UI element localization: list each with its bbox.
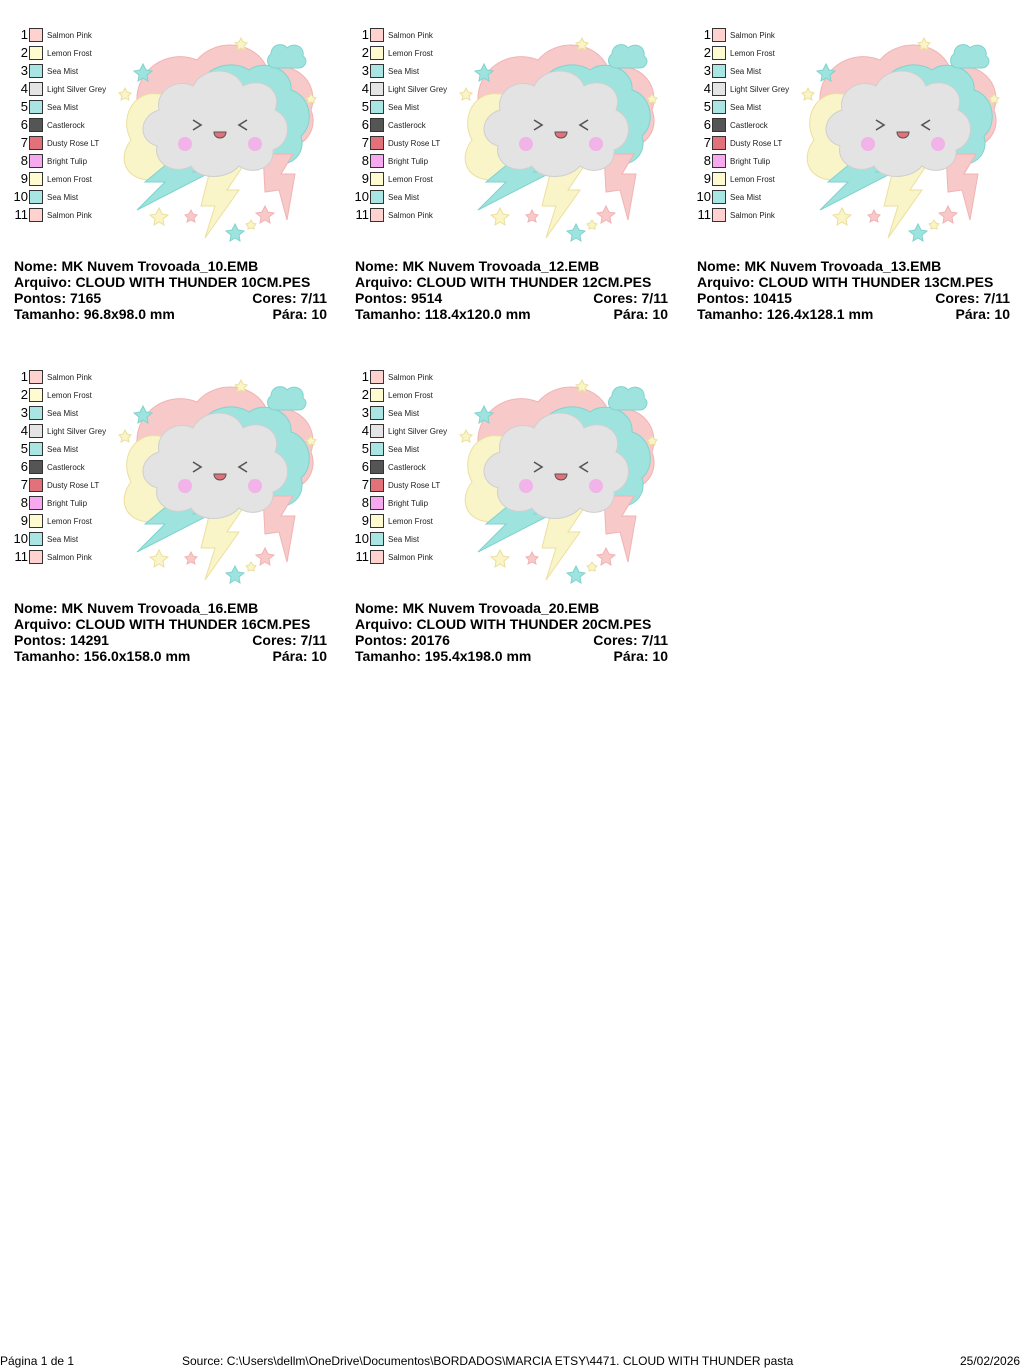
design-card [341, 342, 671, 662]
palette-number: 11 [14, 549, 28, 564]
color-swatch [29, 190, 43, 204]
thread-name: Sea Mist [388, 444, 420, 454]
thread-name: Bright Tulip [388, 498, 429, 508]
thread-name: Sea Mist [730, 66, 762, 76]
color-swatch [29, 46, 43, 60]
thread-name: Sea Mist [388, 102, 420, 112]
palette-number: 11 [14, 207, 28, 222]
thread-name: Lemon Frost [47, 516, 92, 526]
thread-name: Lemon Frost [47, 390, 92, 400]
palette-number: 9 [703, 171, 711, 186]
stitch-count: Pontos: 14291 [14, 632, 109, 648]
color-swatch [29, 424, 43, 438]
palette-number: 3 [361, 63, 369, 78]
design-name: Nome: MK Nuvem Trovoada_12.EMB [355, 258, 600, 274]
color-swatch [29, 154, 43, 168]
palette-number: 4 [20, 81, 28, 96]
stitch-count: Pontos: 7165 [14, 290, 102, 306]
color-palette [347, 368, 457, 566]
color-swatch [712, 118, 726, 132]
color-swatch [29, 100, 43, 114]
thread-name: Sea Mist [47, 192, 79, 202]
palette-number: 9 [20, 513, 28, 528]
source-path: Source: C:\Users\dellm\OneDrive\Documentos\BORDADOS\MARCIA ETSY\4471. CLOUD WITH THUNDER pasta [182, 1354, 794, 1368]
palette-number: 5 [361, 441, 369, 456]
palette-row [347, 476, 457, 494]
palette-number: 10 [354, 531, 369, 546]
thread-name: Castlerock [730, 120, 768, 130]
color-swatch [29, 388, 43, 402]
thread-name: Lemon Frost [730, 174, 775, 184]
thread-name: Lemon Frost [388, 48, 433, 58]
print-date: 25/02/2026 [960, 1354, 1021, 1368]
face-right-cheek [931, 137, 945, 151]
palette-row [347, 44, 457, 62]
palette-number: 8 [361, 495, 369, 510]
color-swatch [712, 82, 726, 96]
color-swatch [370, 550, 384, 564]
embroidery-preview [115, 30, 325, 245]
face-right-cheek [248, 479, 262, 493]
color-swatch [370, 208, 384, 222]
stop-count: Pára: 10 [613, 648, 668, 664]
palette-row [6, 368, 116, 386]
thread-name: Salmon Pink [388, 372, 433, 382]
thread-name: Sea Mist [47, 102, 79, 112]
design-card [0, 0, 330, 320]
color-swatch [29, 496, 43, 510]
color-swatch [712, 46, 726, 60]
design-info [14, 258, 330, 322]
thread-name: Castlerock [47, 462, 85, 472]
palette-number: 5 [703, 99, 711, 114]
color-swatch [29, 64, 43, 78]
palette-row [689, 116, 799, 134]
color-swatch [712, 136, 726, 150]
design-card [683, 0, 1013, 320]
palette-row [347, 458, 457, 476]
palette-number: 2 [361, 45, 369, 60]
thread-name: Dusty Rose LT [47, 138, 100, 148]
palette-number: 5 [361, 99, 369, 114]
palette-number: 9 [361, 513, 369, 528]
color-swatch [370, 442, 384, 456]
palette-row [6, 476, 116, 494]
stitch-count: Pontos: 9514 [355, 290, 443, 306]
stop-count: Pára: 10 [272, 306, 327, 322]
design-file: Arquivo: CLOUD WITH THUNDER 12CM.PES [355, 274, 652, 290]
small-teal-cloud [268, 45, 306, 68]
palette-number: 3 [361, 405, 369, 420]
design-size: Tamanho: 96.8x98.0 mm [14, 306, 175, 322]
palette-row [6, 512, 116, 530]
palette-number: 11 [697, 207, 711, 222]
design-info [697, 258, 1013, 322]
embroidery-preview [456, 30, 666, 245]
color-palette [6, 368, 116, 566]
palette-row [6, 206, 116, 224]
color-swatch [29, 406, 43, 420]
color-swatch [370, 460, 384, 474]
color-swatch [370, 100, 384, 114]
palette-row [347, 98, 457, 116]
palette-number: 2 [703, 45, 711, 60]
palette-number: 4 [20, 423, 28, 438]
design-file: Arquivo: CLOUD WITH THUNDER 16CM.PES [14, 616, 311, 632]
palette-number: 11 [355, 549, 369, 564]
thread-name: Sea Mist [730, 192, 762, 202]
thread-name: Sea Mist [388, 192, 420, 202]
color-swatch [370, 424, 384, 438]
color-swatch [712, 208, 726, 222]
thread-name: Salmon Pink [47, 372, 92, 382]
palette-number: 7 [361, 477, 369, 492]
thread-name: Salmon Pink [47, 30, 92, 40]
thread-name: Bright Tulip [47, 156, 88, 166]
thread-name: Bright Tulip [388, 156, 429, 166]
thread-name: Dusty Rose LT [47, 480, 100, 490]
palette-number: 1 [20, 27, 28, 42]
color-count: Cores: 7/11 [593, 290, 668, 306]
palette-number: 8 [361, 153, 369, 168]
thread-name: Light Silver Grey [730, 84, 790, 94]
palette-row [689, 26, 799, 44]
stop-count: Pára: 10 [955, 306, 1010, 322]
embroidery-preview [798, 30, 1008, 245]
thread-name: Lemon Frost [388, 390, 433, 400]
color-swatch [29, 370, 43, 384]
palette-number: 10 [696, 189, 711, 204]
color-swatch [370, 136, 384, 150]
face-left-cheek [519, 479, 533, 493]
palette-row [347, 188, 457, 206]
palette-number: 6 [361, 117, 369, 132]
cloud-thunder-art [456, 372, 666, 587]
color-swatch [712, 154, 726, 168]
palette-row [347, 494, 457, 512]
thread-name: Dusty Rose LT [388, 480, 441, 490]
thread-name: Light Silver Grey [47, 84, 107, 94]
color-count: Cores: 7/11 [935, 290, 1010, 306]
palette-row [6, 530, 116, 548]
thread-name: Lemon Frost [730, 48, 775, 58]
color-swatch [370, 82, 384, 96]
stitch-count: Pontos: 10415 [697, 290, 792, 306]
thread-name: Lemon Frost [388, 174, 433, 184]
face-left-cheek [178, 479, 192, 493]
palette-number: 1 [703, 27, 711, 42]
palette-row [6, 404, 116, 422]
color-swatch [370, 478, 384, 492]
face-left-cheek [519, 137, 533, 151]
palette-row [347, 116, 457, 134]
thread-name: Sea Mist [47, 66, 79, 76]
palette-row [347, 422, 457, 440]
thread-name: Light Silver Grey [47, 426, 107, 436]
thread-name: Sea Mist [388, 408, 420, 418]
color-palette [689, 26, 799, 224]
palette-row [347, 152, 457, 170]
thread-name: Light Silver Grey [388, 84, 448, 94]
palette-row [347, 170, 457, 188]
design-size: Tamanho: 195.4x198.0 mm [355, 648, 532, 664]
design-name: Nome: MK Nuvem Trovoada_20.EMB [355, 600, 600, 616]
face-right-cheek [248, 137, 262, 151]
thread-name: Sea Mist [388, 66, 420, 76]
palette-number: 8 [20, 495, 28, 510]
palette-row [347, 386, 457, 404]
palette-row [347, 530, 457, 548]
palette-row [689, 152, 799, 170]
palette-number: 1 [361, 369, 369, 384]
palette-number: 11 [355, 207, 369, 222]
color-swatch [370, 172, 384, 186]
design-info [14, 600, 330, 664]
palette-row [347, 62, 457, 80]
thread-name: Salmon Pink [388, 30, 433, 40]
palette-number: 10 [13, 189, 28, 204]
palette-row [6, 458, 116, 476]
palette-number: 7 [20, 135, 28, 150]
thread-name: Sea Mist [47, 408, 79, 418]
color-swatch [370, 532, 384, 546]
thread-name: Lemon Frost [47, 174, 92, 184]
design-size: Tamanho: 118.4x120.0 mm [355, 306, 531, 322]
palette-number: 2 [20, 45, 28, 60]
color-swatch [29, 82, 43, 96]
color-swatch [712, 100, 726, 114]
palette-row [6, 134, 116, 152]
thread-name: Salmon Pink [730, 30, 775, 40]
embroidery-preview [115, 372, 325, 587]
design-file: Arquivo: CLOUD WITH THUNDER 13CM.PES [697, 274, 994, 290]
palette-row [6, 26, 116, 44]
color-swatch [370, 388, 384, 402]
face-left-cheek [861, 137, 875, 151]
color-swatch [29, 172, 43, 186]
thread-name: Dusty Rose LT [388, 138, 441, 148]
palette-row [6, 62, 116, 80]
color-swatch [29, 478, 43, 492]
thread-name: Sea Mist [730, 102, 762, 112]
palette-row [6, 548, 116, 566]
small-teal-cloud [609, 387, 647, 410]
thread-name: Salmon Pink [730, 210, 775, 220]
color-swatch [712, 190, 726, 204]
palette-row [6, 188, 116, 206]
color-swatch [370, 190, 384, 204]
palette-number: 8 [703, 153, 711, 168]
thread-name: Lemon Frost [47, 48, 92, 58]
color-swatch [370, 406, 384, 420]
thread-name: Lemon Frost [388, 516, 433, 526]
color-swatch [370, 28, 384, 42]
palette-number: 4 [361, 423, 369, 438]
palette-number: 3 [703, 63, 711, 78]
palette-row [689, 44, 799, 62]
face-left-cheek [178, 137, 192, 151]
color-swatch [370, 64, 384, 78]
palette-row [689, 98, 799, 116]
palette-number: 10 [354, 189, 369, 204]
design-card [0, 342, 330, 662]
color-swatch [370, 514, 384, 528]
thread-name: Bright Tulip [730, 156, 771, 166]
palette-row [6, 440, 116, 458]
palette-row [6, 98, 116, 116]
color-count: Cores: 7/11 [593, 632, 668, 648]
design-name: Nome: MK Nuvem Trovoada_13.EMB [697, 258, 942, 274]
color-palette [6, 26, 116, 224]
palette-number: 5 [20, 441, 28, 456]
palette-row [347, 134, 457, 152]
palette-number: 3 [20, 405, 28, 420]
thread-name: Castlerock [388, 462, 426, 472]
design-info [355, 600, 671, 664]
color-swatch [29, 136, 43, 150]
color-swatch [29, 28, 43, 42]
thread-name: Sea Mist [47, 534, 79, 544]
thread-name: Castlerock [388, 120, 426, 130]
thread-name: Salmon Pink [47, 210, 92, 220]
palette-row [347, 404, 457, 422]
page-number: Página 1 de 1 [0, 1354, 75, 1368]
thread-name: Sea Mist [47, 444, 79, 454]
palette-row [689, 170, 799, 188]
color-swatch [29, 208, 43, 222]
palette-number: 4 [703, 81, 711, 96]
palette-row [347, 548, 457, 566]
cloud-thunder-art [798, 30, 1008, 245]
palette-row [347, 440, 457, 458]
thread-name: Light Silver Grey [388, 426, 448, 436]
embroidery-preview [456, 372, 666, 587]
palette-row [347, 80, 457, 98]
palette-row [347, 512, 457, 530]
color-swatch [29, 550, 43, 564]
thread-name: Sea Mist [388, 534, 420, 544]
stop-count: Pára: 10 [613, 306, 668, 322]
palette-number: 6 [20, 459, 28, 474]
palette-row [689, 134, 799, 152]
thread-name: Dusty Rose LT [730, 138, 783, 148]
small-teal-cloud [609, 45, 647, 68]
palette-number: 4 [361, 81, 369, 96]
palette-number: 9 [361, 171, 369, 186]
color-swatch [712, 172, 726, 186]
color-count: Cores: 7/11 [252, 290, 327, 306]
color-count: Cores: 7/11 [252, 632, 327, 648]
palette-row [347, 206, 457, 224]
palette-number: 6 [703, 117, 711, 132]
palette-number: 6 [20, 117, 28, 132]
palette-row [689, 206, 799, 224]
color-swatch [712, 28, 726, 42]
color-swatch [370, 154, 384, 168]
palette-row [689, 188, 799, 206]
cloud-thunder-art [115, 30, 325, 245]
palette-number: 5 [20, 99, 28, 114]
face-right-cheek [589, 479, 603, 493]
small-teal-cloud [951, 45, 989, 68]
palette-row [6, 170, 116, 188]
palette-number: 7 [20, 477, 28, 492]
design-card [341, 0, 671, 320]
design-size: Tamanho: 156.0x158.0 mm [14, 648, 191, 664]
thread-name: Salmon Pink [47, 552, 92, 562]
cloud-thunder-art [456, 30, 666, 245]
palette-row [6, 152, 116, 170]
palette-row [689, 62, 799, 80]
stop-count: Pára: 10 [272, 648, 327, 664]
palette-row [6, 80, 116, 98]
design-file: Arquivo: CLOUD WITH THUNDER 10CM.PES [14, 274, 311, 290]
color-swatch [29, 118, 43, 132]
small-teal-cloud [268, 387, 306, 410]
palette-number: 3 [20, 63, 28, 78]
color-palette [347, 26, 457, 224]
cloud-thunder-art [115, 372, 325, 587]
color-swatch [370, 496, 384, 510]
color-swatch [29, 532, 43, 546]
color-swatch [29, 442, 43, 456]
design-name: Nome: MK Nuvem Trovoada_10.EMB [14, 258, 259, 274]
design-info [355, 258, 671, 322]
palette-number: 1 [361, 27, 369, 42]
design-file: Arquivo: CLOUD WITH THUNDER 20CM.PES [355, 616, 652, 632]
design-size: Tamanho: 126.4x128.1 mm [697, 306, 874, 322]
palette-number: 8 [20, 153, 28, 168]
palette-number: 7 [703, 135, 711, 150]
palette-number: 10 [13, 531, 28, 546]
color-swatch [712, 64, 726, 78]
color-swatch [29, 514, 43, 528]
palette-number: 2 [361, 387, 369, 402]
color-swatch [370, 46, 384, 60]
palette-row [6, 422, 116, 440]
palette-row [6, 386, 116, 404]
palette-number: 2 [20, 387, 28, 402]
palette-row [6, 116, 116, 134]
color-swatch [370, 370, 384, 384]
thread-name: Castlerock [47, 120, 85, 130]
face-right-cheek [589, 137, 603, 151]
stitch-count: Pontos: 20176 [355, 632, 450, 648]
palette-row [347, 368, 457, 386]
thread-name: Salmon Pink [388, 210, 433, 220]
thread-name: Bright Tulip [47, 498, 88, 508]
palette-number: 7 [361, 135, 369, 150]
color-swatch [370, 118, 384, 132]
design-name: Nome: MK Nuvem Trovoada_16.EMB [14, 600, 259, 616]
palette-number: 1 [20, 369, 28, 384]
palette-number: 9 [20, 171, 28, 186]
palette-row [347, 26, 457, 44]
thread-name: Salmon Pink [388, 552, 433, 562]
palette-row [6, 44, 116, 62]
color-swatch [29, 460, 43, 474]
palette-number: 6 [361, 459, 369, 474]
palette-row [689, 80, 799, 98]
palette-row [6, 494, 116, 512]
